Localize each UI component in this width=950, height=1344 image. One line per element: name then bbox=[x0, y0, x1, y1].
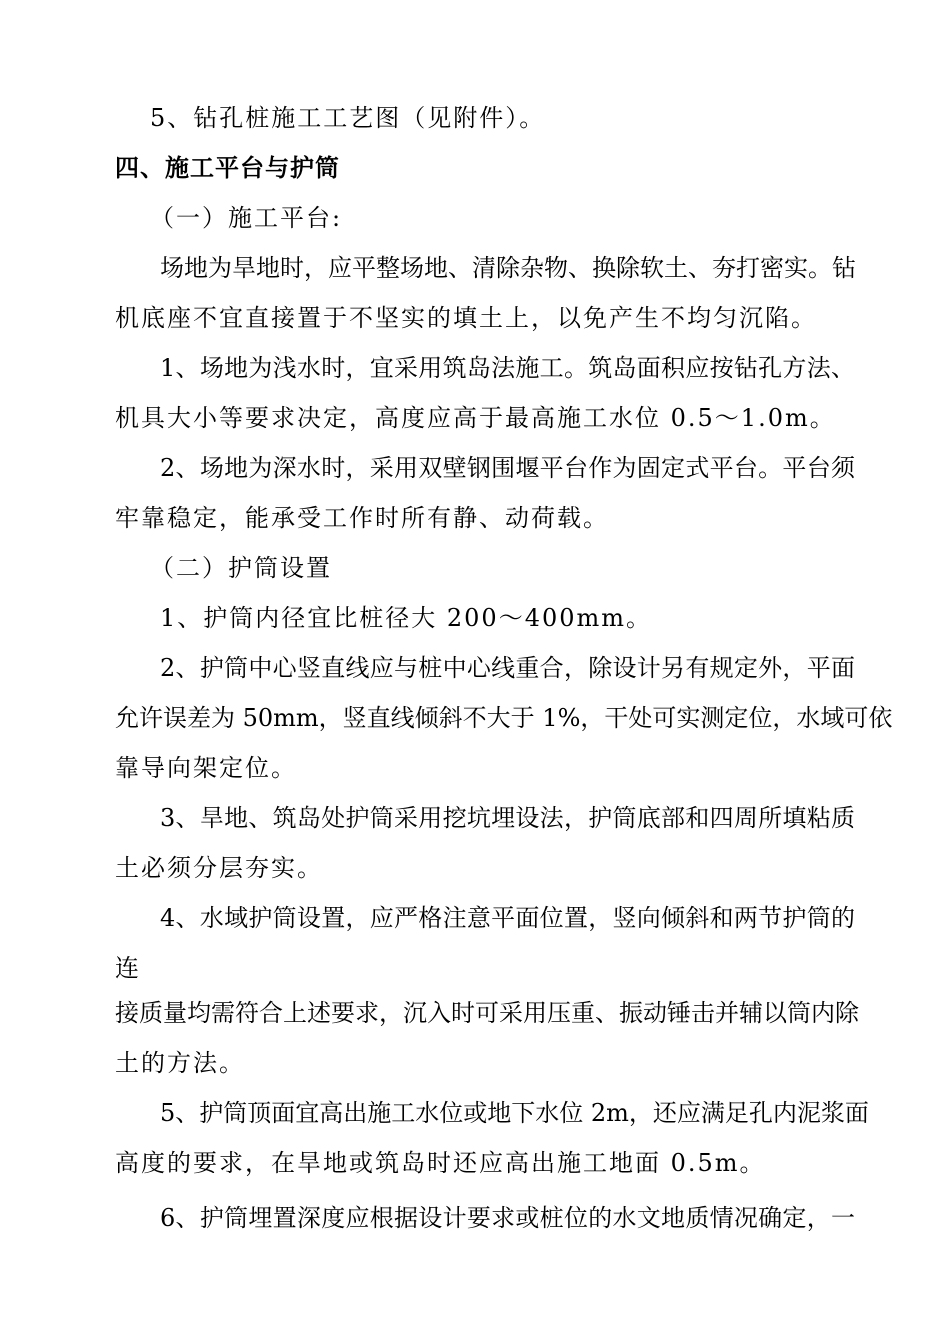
paragraph-line: 靠导向架定位。 bbox=[115, 754, 297, 782]
paragraph-line: 1、护筒内径宜比桩径大 200～400mm。 bbox=[160, 604, 653, 632]
paragraph-line: 土必须分层夯实。 bbox=[115, 854, 323, 882]
paragraph-line: 1、场地为浅水时，宜采用筑岛法施工。筑岛面积应按钻孔方法、 bbox=[160, 354, 855, 382]
paragraph-line: 机底座不宜直接置于不坚实的填土上，以免产生不均匀沉陷。 bbox=[115, 304, 817, 332]
paragraph-line: 5、护筒顶面宜高出施工水位或地下水位 2m，还应满足孔内泥浆面 bbox=[160, 1099, 869, 1127]
paragraph-line: 牢靠稳定，能承受工作时所有静、动荷载。 bbox=[115, 504, 609, 532]
paragraph-line: 4、水域护筒设置，应严格注意平面位置，竖向倾斜和两节护筒的 bbox=[160, 904, 855, 932]
paragraph-line: 5、钻孔桩施工工艺图（见附件）。 bbox=[150, 104, 546, 132]
paragraph-line: 接质量均需符合上述要求，沉入时可采用压重、振动锤击并辅以筒内除 bbox=[115, 999, 859, 1027]
subsection-heading: （二）护筒设置 bbox=[150, 554, 332, 582]
subsection-heading: （一）施工平台: bbox=[150, 204, 343, 232]
paragraph-line: 允许误差为 50mm，竖直线倾斜不大于 1%，干处可实测定位，水域可依 bbox=[115, 704, 893, 732]
paragraph-line: 3、旱地、筑岛处护筒采用挖坑埋设法，护筒底部和四周所填粘质 bbox=[160, 804, 855, 832]
paragraph-line: 机具大小等要求决定，高度应高于最高施工水位 0.5～1.0m。 bbox=[115, 404, 836, 432]
paragraph-line: 连 bbox=[115, 954, 141, 982]
section-heading: 四、施工平台与护筒 bbox=[115, 154, 340, 182]
paragraph-line: 2、场地为深水时，采用双壁钢围堰平台作为固定式平台。平台须 bbox=[160, 454, 855, 482]
paragraph-line: 场地为旱地时，应平整场地、清除杂物、换除软土、夯打密实。钻 bbox=[160, 254, 856, 282]
paragraph-line: 6、护筒埋置深度应根据设计要求或桩位的水文地质情况确定，一 bbox=[160, 1204, 855, 1232]
paragraph-line: 土的方法。 bbox=[115, 1049, 245, 1077]
paragraph-line: 2、护筒中心竖直线应与桩中心线重合，除设计另有规定外，平面 bbox=[160, 654, 855, 682]
paragraph-line: 高度的要求，在旱地或筑岛时还应高出施工地面 0.5m。 bbox=[115, 1149, 766, 1177]
